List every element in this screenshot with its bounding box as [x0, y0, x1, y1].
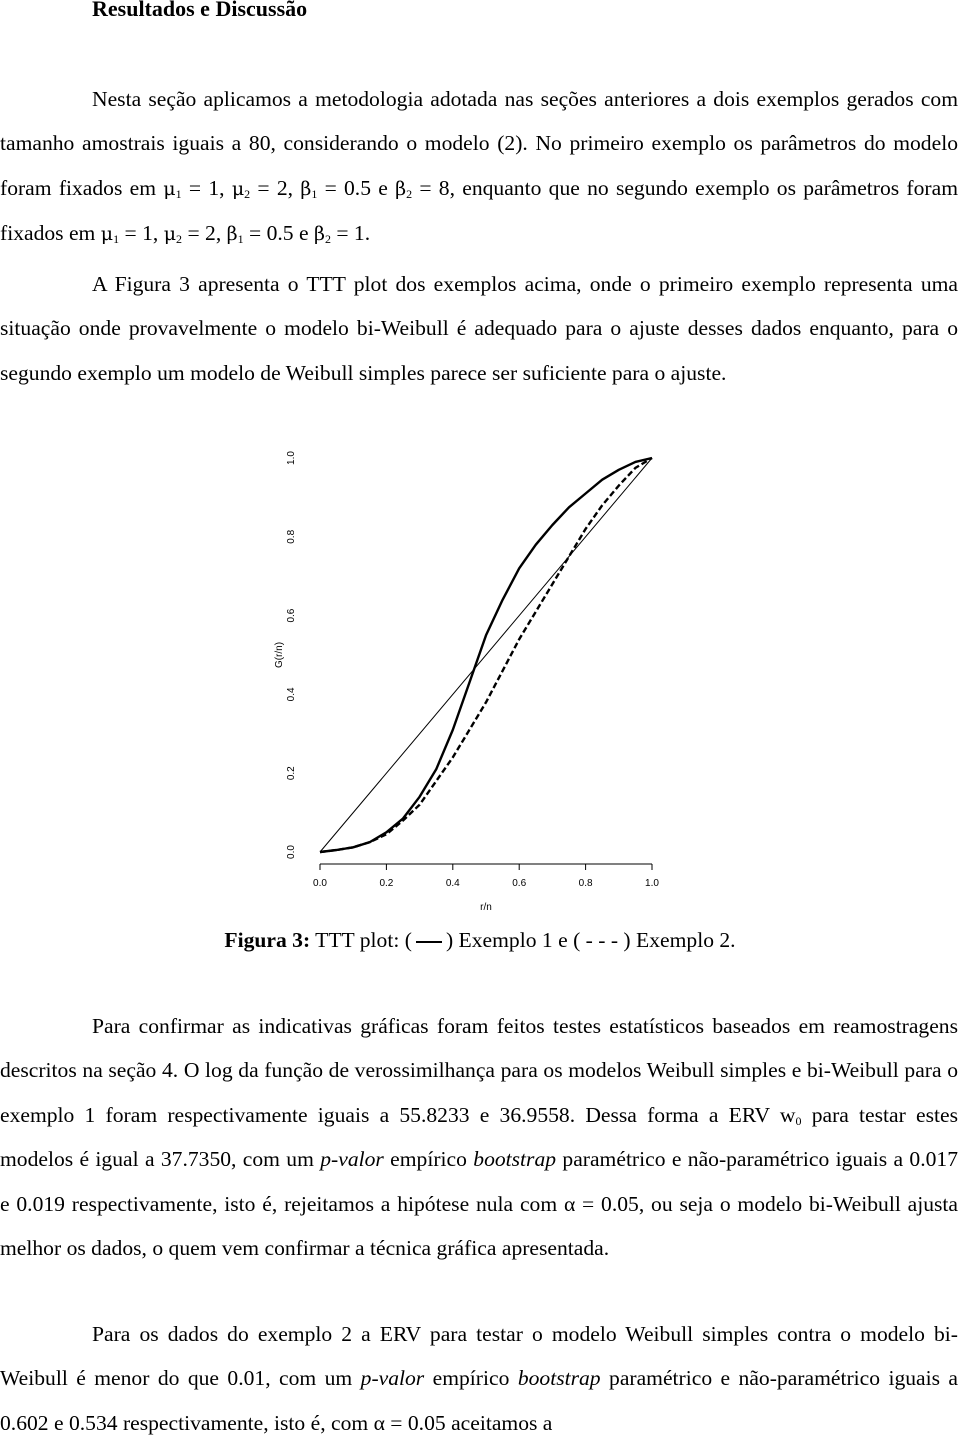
- plot-series: [320, 458, 652, 852]
- x-tick-label: 1.0: [645, 878, 659, 889]
- caption-text-a: TTT plot: (: [310, 928, 412, 952]
- ttt-plot-figure: [270, 440, 690, 920]
- p-valor-term: p-valor: [320, 1147, 384, 1172]
- x-tick-label: 0.8: [578, 878, 593, 889]
- paragraph-example-2-results: Para os dados do exemplo 2 a ERV para testar o modelo Weibull simples contra o modelo bi-Weibull é menor do que 0.01, com um p-valor empírico bootstrap paramétrico e não-paramétrico iguais a 0.602 e 0.534 respectivamente, isto é, com α = 0.05 aceitamos a: [0, 1322, 959, 1435]
- y-tick-label: 0.8: [286, 529, 297, 544]
- y-tick-label: 1.0: [286, 451, 297, 465]
- x-tick-label: 0.0: [313, 878, 327, 889]
- params-example-2: $\mu_1 = 1$, $\mu_2 = 2$, $\beta_1 = 0.5$ e $\beta_2 = 1$: [100, 221, 365, 247]
- section-heading: Resultados e Discussão: [92, 0, 308, 21]
- intro-text-1: Nesta seção aplicamos a metodologia adotada nas seções anteriores a dois exemplos gerados com tamanho amostrais iguais a 80, considerando o modelo (2). No primeiro exemplo os parâmetros do modelo foram fixados em: [0, 87, 958, 200]
- w0-subscript: 0: [795, 1113, 802, 1128]
- paragraph-figure-description: [0, 262, 958, 395]
- y-axis-label: G(r/n): [274, 641, 285, 669]
- alpha-expression: α = 0.05: [563, 1191, 639, 1216]
- bootstrap-term-2: bootstrap: [517, 1366, 601, 1391]
- alpha-expression-2: α = 0.05: [373, 1410, 446, 1435]
- x-tick-label: 0.6: [512, 878, 527, 889]
- figure-description-text: A Figura 3 apresenta o TTT plot dos exemplos acima, onde o primeiro exemplo representa uma situação onde provavelmente o modelo bi-Weibull é adequado para o ajuste desses dados enquanto, para o segundo exemplo um modelo de Weibull simples parece ser suficiente para o ajuste.: [0, 272, 958, 385]
- ttt-plot-chart: [270, 440, 690, 920]
- paragraph-intro: Nesta seção aplicamos a metodologia adotada nas seções anteriores a dois exemplos gerados com tamanho amostrais iguais a 80, considerando o modelo (2). No primeiro exemplo os parâmetros do modelo foram fixados em $\mu_1 = 1$, $\mu_2 = 2$, $\beta_1 = 0.5$ e $\beta_2 = 8$, enquanto que no segundo exemplo os parâmetros foram fixados em $\mu_1 = 1$, $\mu_2 = 2$, $\beta_1 = 0.5$ e $\beta_2 = 1$.: [0, 87, 958, 247]
- y-tick-label: 0.6: [286, 608, 297, 623]
- bootstrap-term: bootstrap: [473, 1147, 557, 1172]
- p-valor-term-2: p-valor: [360, 1366, 425, 1391]
- x-axis-label: r/n: [480, 902, 492, 913]
- y-tick-label: 0.2: [286, 766, 297, 781]
- caption-label: Figura 3:: [224, 928, 311, 952]
- params-example-1: $\mu_1 = 1$, $\mu_2 = 2$, $\beta_1 = 0.5$ e $\beta_2 = 8$: [163, 175, 450, 201]
- paragraph-example-1-results: Para confirmar as indicativas gráficas foram feitos testes estatísticos baseados em reamostragens descritos na seção 4. O log da função de verossimilhança para os modelos Weibull simples e bi-Weibull para o exemplo 1 foram respectivamente iguais a 55.8233 e 36.9558. Dessa forma a ERV $w_0$ para testar estes modelos é igual a 37.7350, com um p-valor empírico bootstrap paramétrico e não-paramétrico iguais a 0.017 e 0.019 respectivamente, isto é, rejeitamos a hipótese nula com α = 0.05, ou seja o modelo bi-Weibull ajusta melhor os dados, o quem vem confirmar a técnica gráfica apresentada.: [0, 1014, 959, 1261]
- y-tick-label: 0.4: [286, 687, 297, 702]
- x-tick-label: 0.4: [445, 878, 460, 889]
- x-tick-label: 0.2: [379, 878, 394, 889]
- y-tick-label: 0.0: [286, 845, 297, 859]
- caption-text-b: ) Exemplo 1 e ( - - - ) Exemplo 2.: [445, 928, 736, 952]
- solid-line-symbol: [416, 941, 442, 943]
- intro-text-2: , enquanto que no segundo exemplo os parâmetros foram fixados em: [0, 175, 958, 246]
- figure-caption: [0, 920, 960, 960]
- series-line-diagonal: [320, 458, 652, 852]
- plot-axes: [274, 451, 659, 913]
